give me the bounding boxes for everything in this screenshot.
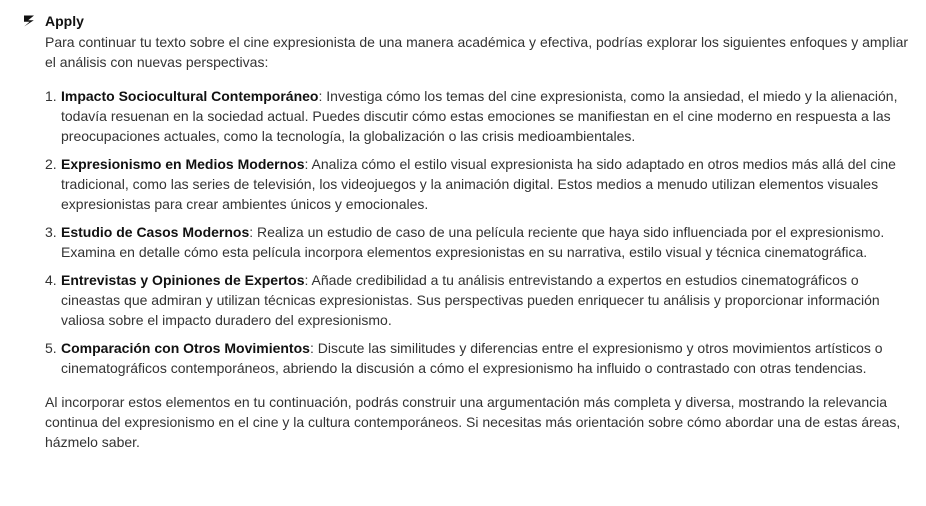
list-item-number: 4. bbox=[45, 272, 57, 288]
list-item-description: : Investiga cómo los temas del cine expresionista, como la ansiedad, el miedo y la alienación, todavía resuenan en la sociedad actual. Puedes discutir cómo estas emociones se manifiestan en el cine moderno en respuesta a las preocupaciones actuales, como la tecnología, la globalización o las crisis medioambientales. bbox=[61, 88, 898, 144]
intro-paragraph: Para continuar tu texto sobre el cine expresionista de una manera académica y efectiva, podrías explorar los siguientes enfoques y ampliar el análisis con nuevas perspectivas: bbox=[45, 34, 909, 70]
list-item-description: : Analiza cómo el estilo visual expresionista ha sido adaptado en otros medios más allá del cine tradicional, como las series de televisión, los videojuegos y la animación digital. Estos medios a menudo utilizan elementos visuales expresionistas para crear ambientes únicos y emocionales. bbox=[61, 156, 896, 212]
list-item-description: : Realiza un estudio de caso de una película reciente que haya sido influenciada por el expresionismo. Examina en detalle cómo esta película incorpora elementos expresionistas en su narrativa, estilo visual y técnica cinematográfica. bbox=[61, 224, 885, 260]
apply-title: Apply bbox=[45, 13, 84, 29]
list-item bbox=[45, 338, 917, 378]
response-content bbox=[45, 32, 917, 452]
list-item-text bbox=[61, 222, 917, 262]
list-item bbox=[45, 86, 917, 146]
list-item-description: : Discute las similitudes y diferencias entre el expresionismo y otros movimientos artísticos o cinematográficos contemporáneos, abriendo la discusión a cómo el expresionismo ha influido o contrastado con otras tendencias. bbox=[61, 340, 883, 376]
suggestions-list bbox=[45, 86, 917, 378]
list-item-description: : Añade credibilidad a tu análisis entrevistando a expertos en estudios cinematográficos o cineastas que admiran y utilizan técnicas expresionistas. Sus perspectivas pueden enriquecer tu análisis y proporcionar información valiosa sobre el impacto duradero del expresionismo. bbox=[61, 272, 880, 328]
list-item-title: Entrevistas y Opiniones de Expertos bbox=[61, 272, 305, 288]
list-item bbox=[45, 222, 917, 262]
list-item-title: Expresionismo en Medios Modernos bbox=[61, 156, 305, 172]
list-item-title: Impacto Sociocultural Contemporáneo bbox=[61, 88, 319, 104]
list-item-text bbox=[61, 270, 917, 330]
list-item-text bbox=[61, 86, 917, 146]
list-item-text bbox=[61, 154, 917, 214]
conclusion-paragraph: Al incorporar estos elementos en tu continuación, podrás construir una argumentación más completa y diversa, mostrando la relevancia continua del expresionismo en el cine y la cultura contemporáneos. Si necesitas más orientación sobre cómo abordar una de estas áreas, házmelo saber. bbox=[45, 394, 901, 450]
list-item-text bbox=[61, 338, 917, 378]
list-item-number: 5. bbox=[45, 340, 57, 356]
list-item-title: Estudio de Casos Modernos bbox=[61, 224, 250, 240]
list-item bbox=[45, 270, 917, 330]
list-item-number: 2. bbox=[45, 156, 57, 172]
list-item-number: 1. bbox=[45, 88, 57, 104]
lightning-logo-icon bbox=[22, 14, 36, 28]
list-item-title: Comparación con Otros Movimientos bbox=[61, 340, 310, 356]
list-item-number: 3. bbox=[45, 224, 57, 240]
apply-header bbox=[22, 10, 912, 32]
list-item bbox=[45, 154, 917, 214]
